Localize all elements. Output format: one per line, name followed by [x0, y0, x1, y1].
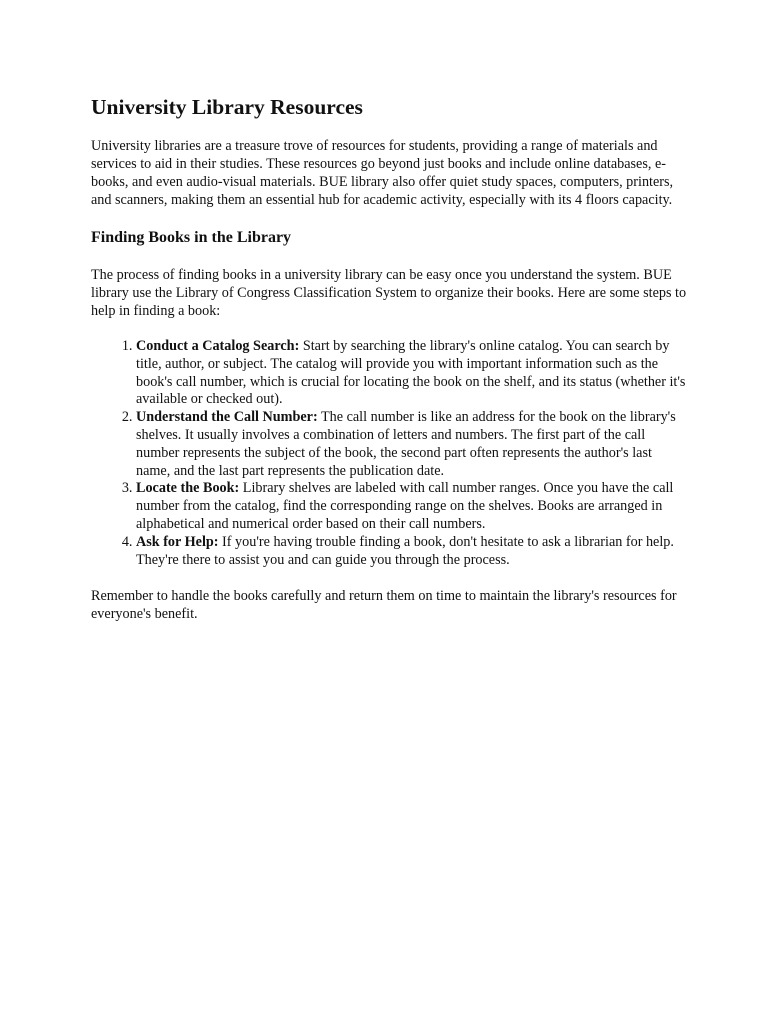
- section-heading: Finding Books in the Library: [91, 229, 292, 246]
- document-page: [91, 92, 687, 641]
- list-item: [136, 338, 687, 409]
- step-lead: Understand the Call Number:: [136, 409, 318, 426]
- closing-paragraph: Remember to handle the books carefully and return them on time to maintain the library's resources for everyone's benefit.: [91, 588, 677, 623]
- step-lead: Ask for Help:: [136, 533, 219, 550]
- step-text: Library shelves are labeled with call number ranges. Once you have the call number from the catalog, find the corresponding range on the shelves. Books are arranged in alphabetical and numerical order based on their call numbers.: [136, 480, 674, 532]
- step-lead: Conduct a Catalog Search:: [136, 338, 300, 354]
- section-intro-paragraph: The process of finding books in a university library can be easy once you understand the system. BUE library use the Library of Congress Classification System to organize their books. Here are some steps to help in finding a book:: [91, 267, 687, 319]
- step-text: If you're having trouble finding a book, don't hesitate to ask a librarian for help. They're there to assist you and can guide you through the process.: [136, 533, 674, 568]
- page-title: University Library Resources: [91, 95, 363, 119]
- steps-list: [91, 338, 687, 569]
- step-text: Start by searching the library's online catalog. You can search by title, author, or subject. The catalog will provide you with important information such as the book's call number, which is crucial for locating the book on the shelf, and its status (whether it's available or checked out).: [136, 338, 686, 408]
- list-item: [136, 480, 687, 533]
- list-item: [136, 534, 687, 570]
- step-text: The call number is like an address for the book on the library's shelves. It usually involves a combination of letters and numbers. The first part of the call number represents the subject of the book, the second part often represents the author's last name, and the last part represents the publication date.: [136, 409, 676, 479]
- step-lead: Locate the Book:: [136, 480, 240, 497]
- list-item: [136, 409, 687, 480]
- intro-paragraph: University libraries are a treasure trove of resources for students, providing a range of materials and services to aid in their studies. These resources go beyond just books and include online databases, e-books, and even audio-visual materials. BUE library also offer quiet study spaces, computers, printers, and scanners, making them an essential hub for academic activity, especially with its 4 floors capacity.: [91, 138, 674, 208]
